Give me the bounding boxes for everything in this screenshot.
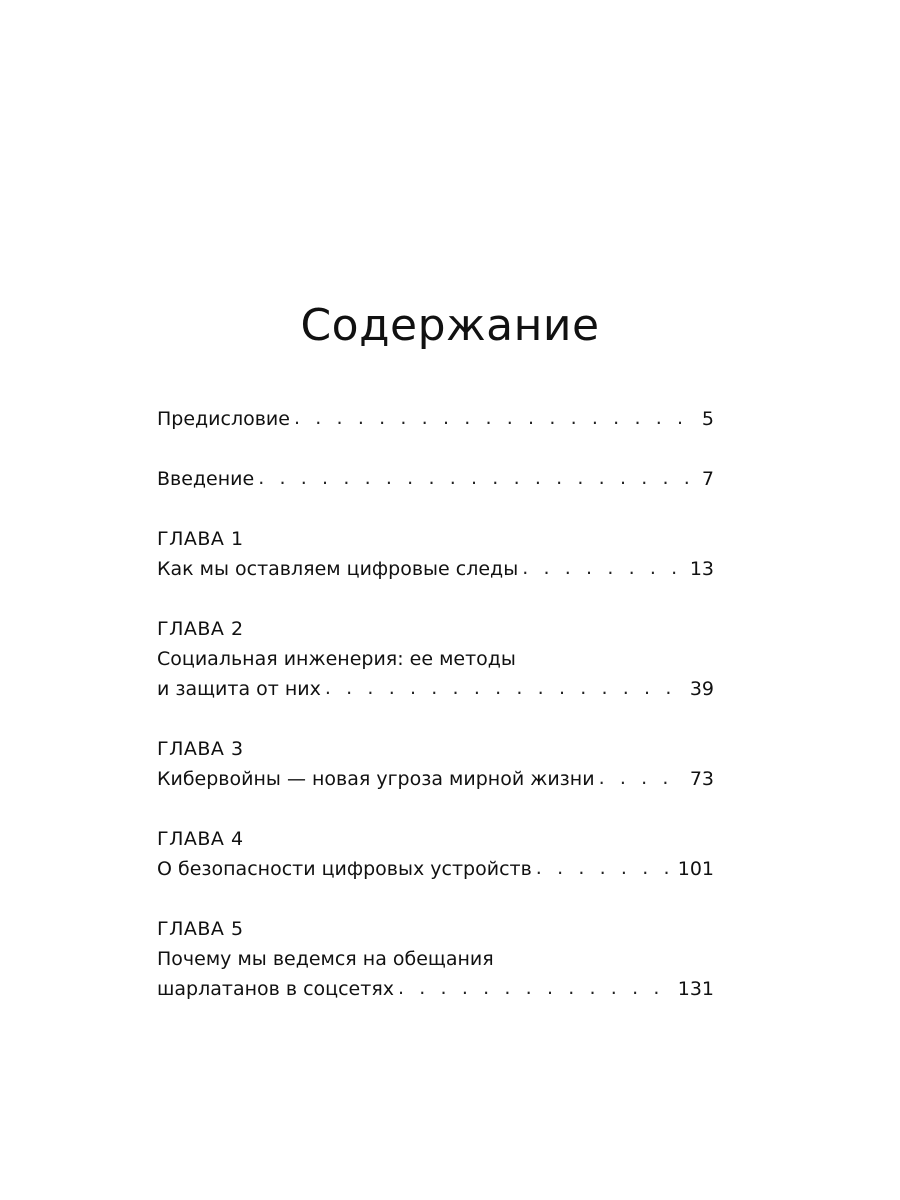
toc-page-number: 7 [701,468,714,490]
dot-leader [522,553,684,583]
toc-line [157,974,714,1004]
toc-entry-chapter-2 [157,614,714,704]
toc-page-number: 13 [689,558,714,580]
toc-page-number: 101 [677,858,714,880]
toc-entry-title: Предисловие [157,408,290,430]
toc-line [157,854,714,884]
toc-line [157,464,714,494]
toc-line [157,404,714,434]
toc-entry-title: Кибервойны — новая угроза мирной жизни [157,768,595,790]
dot-leader [599,763,684,793]
toc-entry-chapter-1 [157,524,714,584]
toc-entry-chapter-3 [157,734,714,794]
toc-page-number: 131 [677,978,714,1000]
dot-leader [325,673,684,703]
toc-entry-title: и защита от них [157,678,321,700]
chapter-label: ГЛАВА 3 [157,738,244,760]
toc-entry-title-line: Социальная инженерия: ее методы [157,648,516,670]
dot-leader [258,463,696,493]
dot-leader [398,973,672,1003]
toc-entry-title: Как мы оставляем цифровые следы [157,558,519,580]
toc-entry-chapter-5 [157,914,714,1004]
toc-line [157,764,714,794]
chapter-label: ГЛАВА 2 [157,618,244,640]
toc-line [157,554,714,584]
toc-entry-preface [157,404,714,434]
toc-entry-title: О безопасности цифровых устройств [157,858,532,880]
toc-entry-title: Введение [157,468,255,490]
chapter-label: ГЛАВА 4 [157,828,244,850]
chapter-label: ГЛАВА 1 [157,528,244,550]
dot-leader [294,403,696,433]
toc-page-number: 5 [701,408,714,430]
toc-entry-title-line: Почему мы ведемся на обещания [157,948,494,970]
toc-page-number: 39 [689,678,714,700]
toc-line [157,674,714,704]
dot-leader [536,853,672,883]
toc-entry-chapter-4 [157,824,714,884]
toc-entry-introduction [157,464,714,494]
page-title: Содержание [300,300,600,351]
toc-entry-title: шарлатанов в соцсетях [157,978,394,1000]
chapter-label: ГЛАВА 5 [157,918,244,940]
toc-page-number: 73 [689,768,714,790]
table-of-contents [157,404,714,1034]
